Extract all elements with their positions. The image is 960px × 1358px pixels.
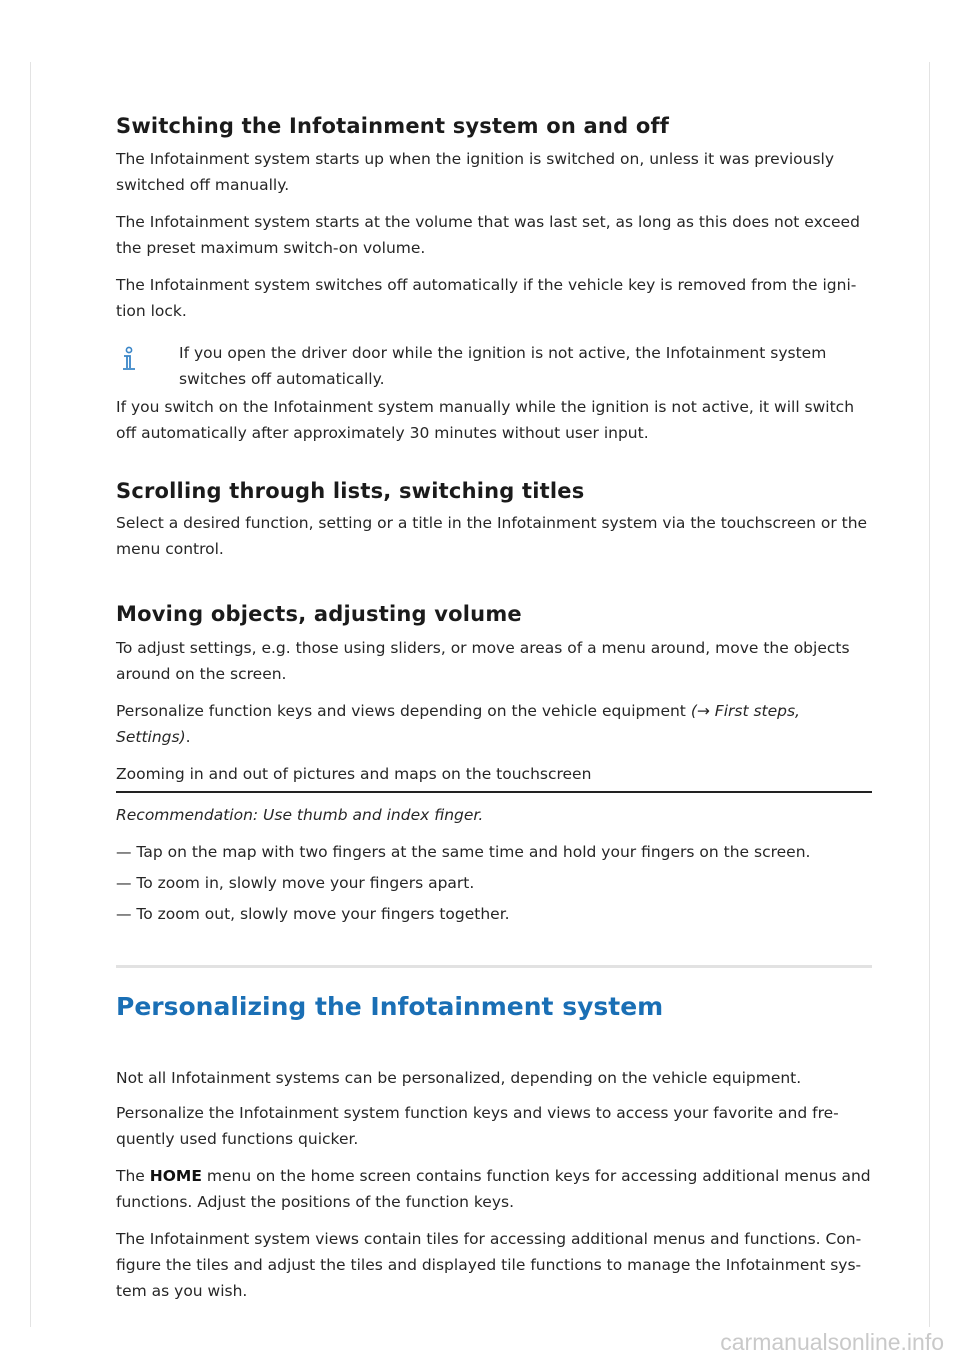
section-heading-switching: Switching the Infotainment system on and off <box>116 114 670 138</box>
chapter-title: Personalizing the Infotainment system <box>116 992 664 1021</box>
note-text: If you open the driver door while the ignition is not active, the Infotainment system switches off automatically. <box>179 344 827 388</box>
home-key-label: HOME <box>149 1167 202 1185</box>
recommendation: Recommendation: Use thumb and index finger. <box>116 806 484 824</box>
zoom-title: Zooming in and out of pictures and maps on the touchscreen <box>116 765 592 783</box>
cross-reference-link[interactable]: (→ First steps, Settings) <box>116 702 800 746</box>
watermark: carmanualsonline.info <box>720 1329 944 1355</box>
paragraph: The Infotainment system switches off automatically if the vehicle key is removed from the igni- tion lock. <box>116 276 857 320</box>
list-item: — To zoom in, slowly move your fingers apart. <box>116 874 475 892</box>
list-item: — Tap on the map with two fingers at the same time and hold your fingers on the screen. <box>116 843 811 861</box>
paragraph: Personalize the Infotainment system function keys and views to access your favorite and fre- quently used functions quicker. <box>116 1104 839 1148</box>
paragraph: The Infotainment system starts up when the ignition is switched on, unless it was previously switched off manually. <box>116 150 835 194</box>
right-margin-rule <box>929 62 930 1327</box>
divider <box>116 791 872 793</box>
section-heading-scrolling: Scrolling through lists, switching titles <box>116 479 585 503</box>
paragraph: The Infotainment system views contain tiles for accessing additional menus and functions. Con- figure the tiles and adjust the tiles and displayed tile functions to manage the Infotainment sys- tem as you wish. <box>116 1230 862 1300</box>
paragraph: Not all Infotainment systems can be personalized, depending on the vehicle equipment. <box>116 1069 802 1087</box>
paragraph: The HOME menu on the home screen contains function keys for accessing additional menus and functions. Adjust the positions of the function keys. <box>116 1167 871 1211</box>
section-heading-moving: Moving objects, adjusting volume <box>116 602 522 626</box>
paragraph: If you switch on the Infotainment system manually while the ignition is not active, it will switch off automatically after approximately 30 minutes without user input. <box>116 398 855 442</box>
paragraph: To adjust settings, e.g. those using sliders, or move areas of a menu around, move the objects around on the screen. <box>116 639 850 683</box>
section-divider <box>116 965 872 968</box>
paragraph: Personalize function keys and views depending on the vehicle equipment (→ First steps, Settings). <box>116 702 800 746</box>
info-icon <box>122 346 136 372</box>
paragraph: The Infotainment system starts at the volume that was last set, as long as this does not exceed the preset maximum switch-on volume. <box>116 213 860 257</box>
left-margin-rule <box>30 62 31 1327</box>
paragraph: Select a desired function, setting or a title in the Infotainment system via the touchscreen or the menu control. <box>116 514 868 558</box>
list-item: — To zoom out, slowly move your fingers together. <box>116 905 510 923</box>
